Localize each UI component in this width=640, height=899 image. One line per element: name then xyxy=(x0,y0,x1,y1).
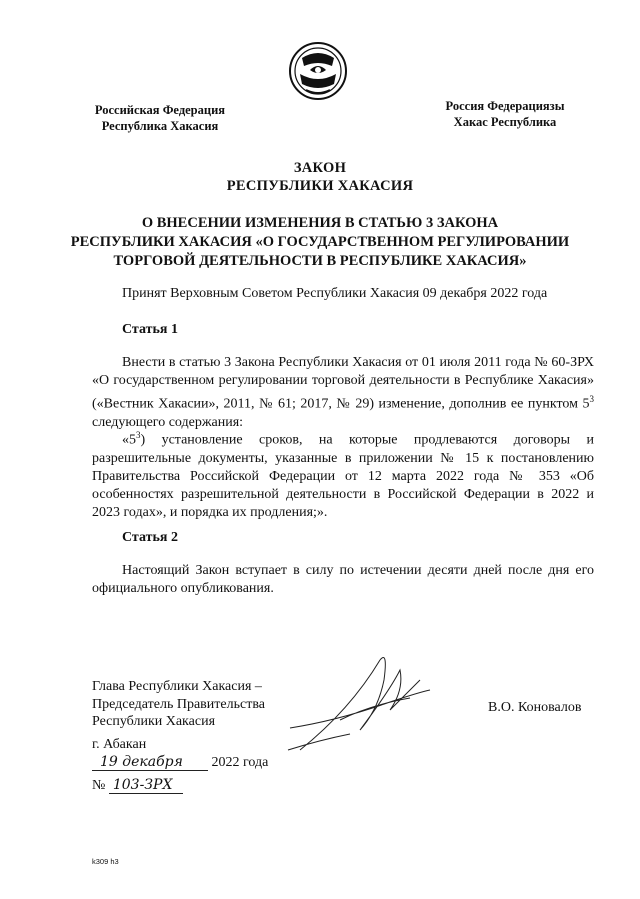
article1-para1-text: Внести в статью 3 Закона Республики Хакасия от 01 июля 2011 года № 60-ЗРХ «О государственном регулировании торговой деятельности в Республике Хакасия» («Вестник Хакасии», 2011, № 61; 2017, № 29) изменение, дополнив ее пунктом 5 xyxy=(92,355,594,412)
article1-paragraph2 xyxy=(92,426,594,522)
article1-para1-sup: 3 xyxy=(589,394,594,404)
header-left-line1: Российская Федерация xyxy=(94,103,226,117)
article2-heading: Статья 2 xyxy=(122,530,178,545)
article1-heading: Статья 1 xyxy=(122,322,178,337)
header-left-line2: Республика Хакасия xyxy=(101,119,219,133)
article1-para1-tail: следующего содержания: xyxy=(92,414,244,430)
title-line2: РЕСПУБЛИКИ ХАКАСИЯ xyxy=(226,178,414,194)
header-left xyxy=(90,102,230,134)
header-right xyxy=(440,98,570,130)
handwritten-signature xyxy=(280,650,440,760)
article1-paragraph1 xyxy=(92,354,594,432)
adopted-line: Принят Верховным Советом Республики Хакасия 09 декабря 2022 года xyxy=(122,286,548,301)
article2-para-text: Настоящий Закон вступает в силу по истечении десяти дней после дня его официального опубликования. xyxy=(92,563,594,596)
number-prefix: № xyxy=(92,778,106,793)
signatory-line1: Глава Республики Хакасия – xyxy=(92,679,262,694)
subject-line1: О ВНЕСЕНИИ ИЗМЕНЕНИЯ В СТАТЬЮ 3 ЗАКОНА xyxy=(141,215,499,231)
header-right-line1: Россия Федерациязы xyxy=(445,99,565,113)
coat-of-arms-emblem xyxy=(288,40,348,102)
article1-para2-sup: 3 xyxy=(136,430,141,440)
subject-title xyxy=(60,214,580,271)
date-suffix: 2022 года xyxy=(211,755,269,770)
signatory-line3: Республики Хакасия xyxy=(92,714,216,729)
place-date xyxy=(92,754,268,771)
article2-paragraph xyxy=(92,562,594,598)
number-handwritten: 103-ЗРХ xyxy=(109,777,183,794)
article1-para2-text: ) установление сроков, на которые продлеваются договоры и разрешительные документы, указанные в приложении № 15 к постановлению Правительства Российской Федерации от 12 марта 2022 года № 353 «Об особенностях разрешительной деятельности в Российской Федерации в 2022 и 2023 годах», и порядка их продления;». xyxy=(92,432,594,520)
header-right-line2: Хакас Республика xyxy=(453,115,557,129)
subject-line2: РЕСПУБЛИКИ ХАКАСИЯ «О ГОСУДАРСТВЕННОМ РЕГУЛИРОВАНИИ xyxy=(70,234,570,250)
date-handwritten: 19 декабря xyxy=(92,754,208,771)
article1-para2-open: «5 xyxy=(122,432,136,448)
place-city: г. Абакан xyxy=(92,737,147,752)
signatory-name: В.О. Коновалов xyxy=(488,700,582,715)
title-line1: ЗАКОН xyxy=(293,160,347,176)
place-number xyxy=(92,777,183,794)
signatory-title xyxy=(92,678,265,731)
subject-line3: ТОРГОВОЙ ДЕЯТЕЛЬНОСТИ В РЕСПУБЛИКЕ ХАКАСИЯ» xyxy=(113,253,527,269)
footer-code: k309 h3 xyxy=(92,857,119,866)
signatory-line2: Председатель Правительства xyxy=(92,696,265,712)
